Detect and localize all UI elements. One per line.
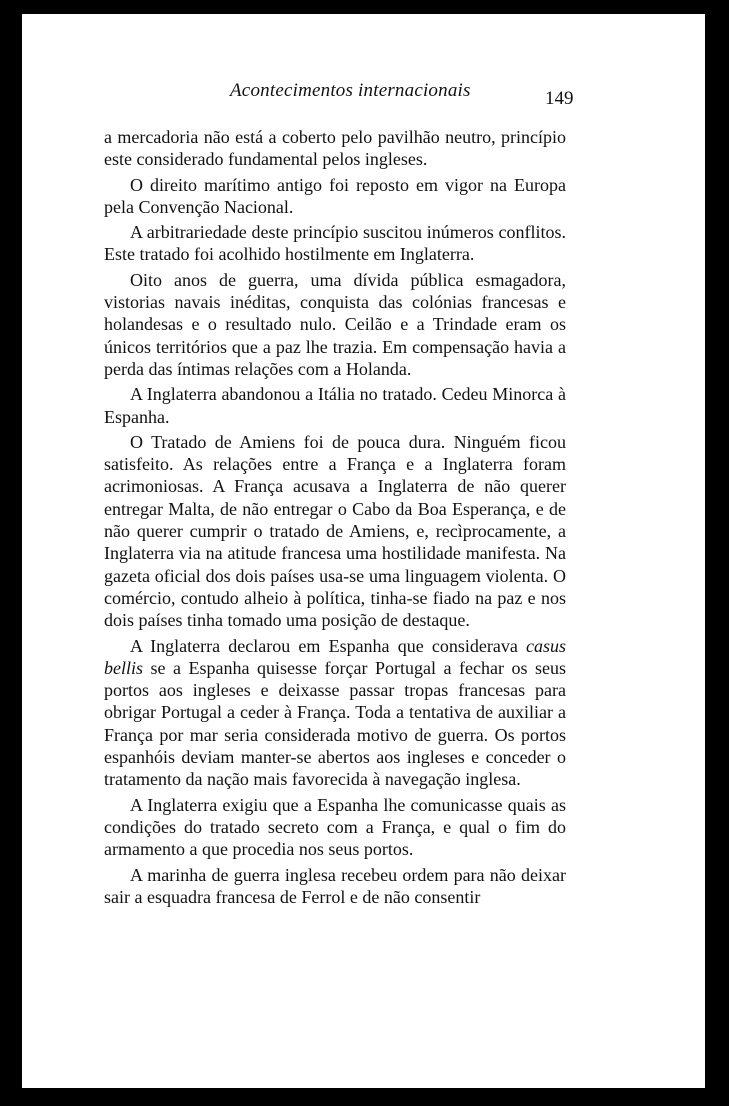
paragraph-1: a mercadoria não está a coberto pelo pavilhão neutro, princípio este considerado fundamental pelos ingleses. <box>104 127 566 170</box>
body-text <box>104 126 566 908</box>
paragraph-7 <box>104 635 566 791</box>
paragraph-8: A Inglaterra exigiu que a Espanha lhe comunicasse quais as condições do tratado secreto com a França, e qual o fim do armamento a que procedia nos seus portos. <box>104 794 566 860</box>
book-page <box>22 14 705 1088</box>
paragraph-6: O Tratado de Amiens foi de pouca dura. Ninguém ficou satisfeito. As relações entre a França e a Inglaterra foram acrimoniosas. A França acusava a Inglaterra de não querer entregar Malta, de não entregar o Cabo da Boa Esperança, e de não querer cumprir o tratado de Amiens, e, recìprocamente, a Inglaterra via na atitude francesa uma hostilidade manifesta. Na gazeta oficial dos dois países usa-se uma linguagem violenta. O comércio, contudo alheio à política, tinha-se fiado na paz e nos dois países tinha tomado uma posição de destaque. <box>104 431 566 631</box>
paragraph-4: Oito anos de guerra, uma dívida pública esmagadora, vistorias navais inéditas, conquista das colónias francesas e holandesas e o resultado nulo. Ceilão e a Trindade eram os únicos territórios que a paz lhe trazia. Em compensação havia a perda das íntimas relações com a Holanda. <box>104 269 566 379</box>
paragraph-5: A Inglaterra abandonou a Itália no tratado. Cedeu Minorca à Espanha. <box>104 384 566 427</box>
running-title: Acontecimentos internacionais <box>230 80 471 101</box>
paragraph-3: A arbitrariedade deste princípio suscitou inúmeros conflitos. Este tratado foi acolhido hostilmente em Inglaterra. <box>104 222 566 265</box>
paragraph-9: A marinha de guerra inglesa recebeu ordem para não deixar sair a esquadra francesa de Ferrol e de não consentir <box>104 864 566 907</box>
paragraph-7-end: se a Espanha quisesse forçar Portugal a fechar os seus portos aos ingleses e deixasse passar tropas francesas para obrigar Portugal a ceder à França. Toda a tentativa de auxiliar a França por mar seria considerada motivo de guerra. Os portos espanhóis deviam manter-se abertos aos ingleses e conceder o tratamento da nação mais favorecida à navegação inglesa. <box>104 657 566 790</box>
paragraph-7-start: A Inglaterra declarou em Espanha que considerava <box>130 635 518 656</box>
paragraph-2: O direito marítimo antigo foi reposto em vigor na Europa pela Convenção Nacional. <box>104 174 566 217</box>
casus-bellis-italic: casus bellis <box>104 635 566 678</box>
page-number: 149 <box>545 88 574 109</box>
